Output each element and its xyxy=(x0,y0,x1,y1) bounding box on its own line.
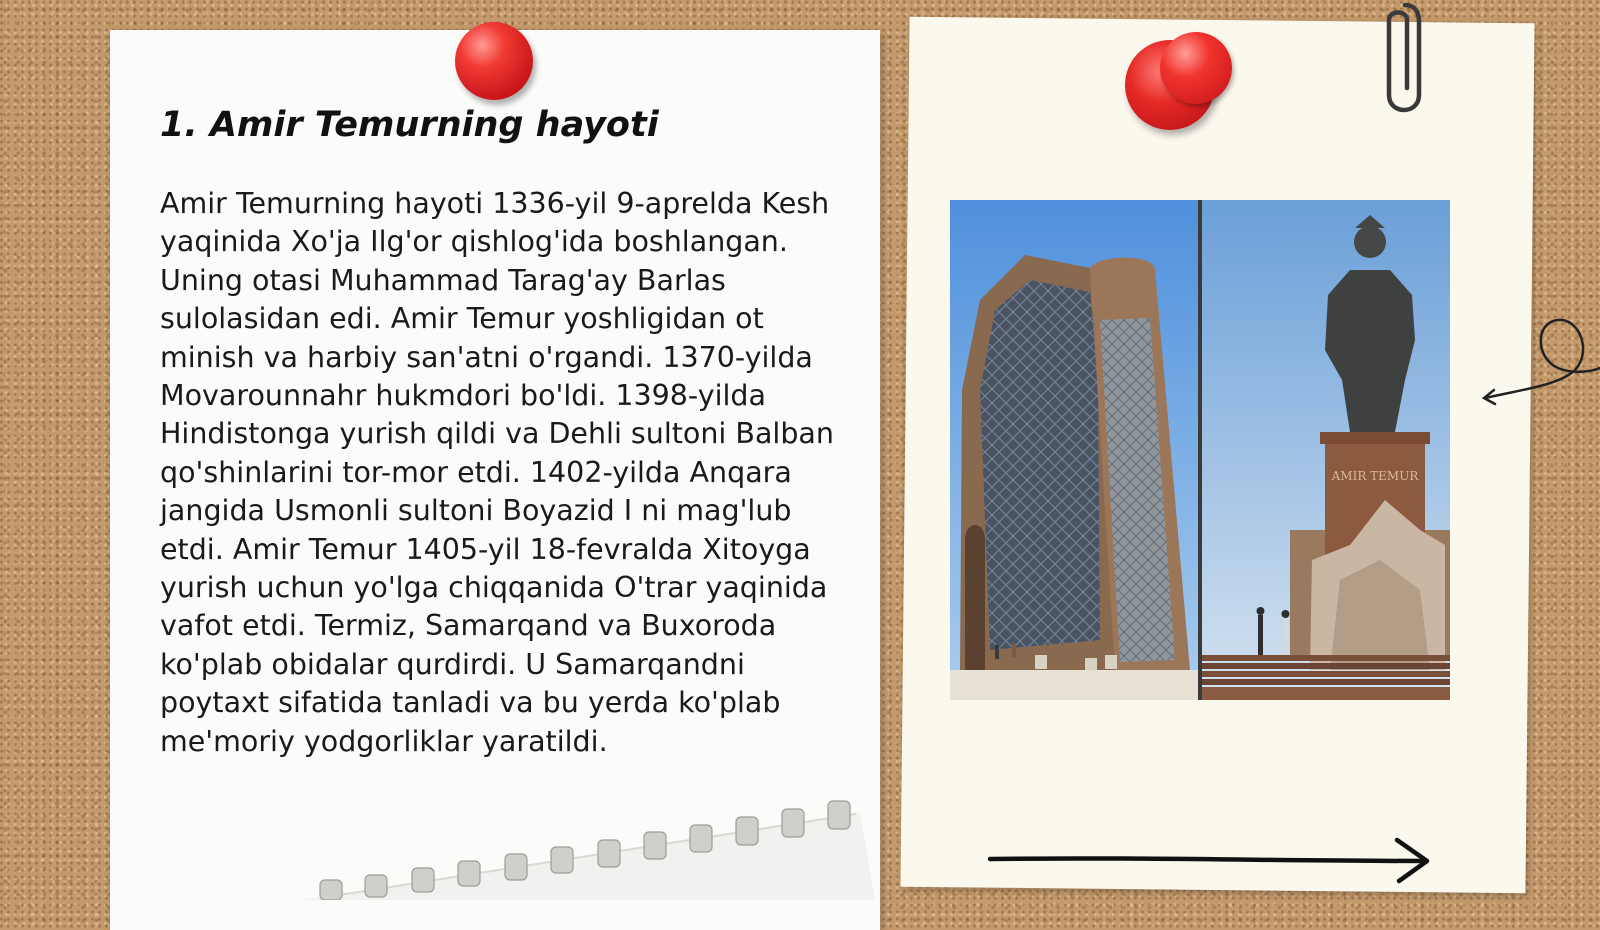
slide-title: 1. Amir Temurning hayoti xyxy=(160,105,659,145)
arrow-right-icon xyxy=(985,835,1445,885)
paperclip-icon xyxy=(1375,0,1425,125)
pushpin-icon xyxy=(1160,32,1232,104)
amir-temur-monument-photo xyxy=(1202,200,1450,700)
monument-inscription: AMIR TEMUR xyxy=(1331,469,1419,483)
photo-collage xyxy=(950,200,1450,700)
curly-arrow-icon xyxy=(1480,310,1600,410)
pushpin-icon xyxy=(455,22,533,100)
oq-saroy-photo xyxy=(950,200,1200,700)
torn-notebook-edge xyxy=(300,790,880,900)
slide-body-text: Amir Temurning hayoti 1336-yil 9-aprelda Kesh yaqinida Xo'ja Ilg'or qishlog'ida boshlangan. Uning otasi Muhammad Tarag'ay Barlas sulolasidan edi. Amir Temur yoshligidan ot minish va harbiy san'atni o'rgandi. 1370-yilda Movarounnahr hukmdori bo'ldi. 1398-yilda Hindistonga yurish qildi va Dehli sultoni Balban qo'shinlarini tor-mor etdi. 1402-yilda Anqara jangida Usmonli sultoni Boyazid I ni mag'lub etdi. Amir Temur 1405-yil 18-fevralda Xitoyga yurish uchun yo'lga chiqqanida O'trar yaqinida vafot etdi. Termiz, Samarqand va Buxoroda ko'plab obidalar qurdirdi. U Samarqandni poytaxt sifatida tanladi va bu yerda ko'plab me'moriy yodgorliklar yaratildi. xyxy=(160,187,834,758)
